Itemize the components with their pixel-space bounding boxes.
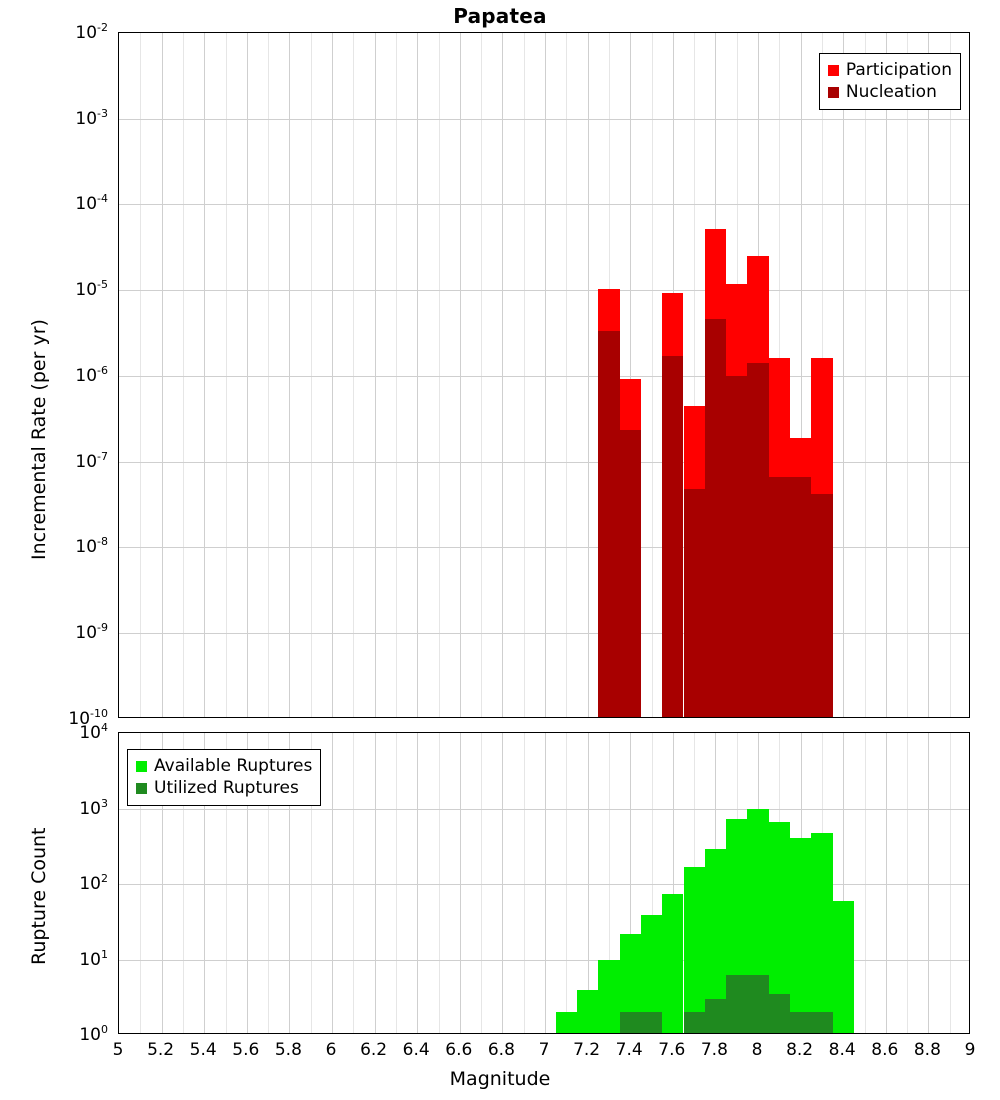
x-tick-label: 7.4	[615, 1040, 643, 1060]
bar-available	[684, 867, 705, 1033]
legend-item	[136, 777, 312, 799]
y-tick-label: $10^{-2}$	[75, 21, 108, 43]
bar-nucleation	[726, 376, 747, 717]
bar-nucleation	[769, 477, 790, 718]
legend-label: Nucleation	[845, 82, 937, 102]
x-tick-label: 5.6	[232, 1040, 260, 1060]
legend-swatch-nucleation	[828, 87, 839, 98]
bar-utilized	[641, 1012, 662, 1033]
x-tick-label: 6	[325, 1040, 337, 1060]
x-tick-label: 6.4	[402, 1040, 430, 1060]
rupture-count-plot	[118, 732, 970, 1034]
incremental-rate-plot	[118, 32, 970, 718]
legend-label: Available Ruptures	[154, 756, 313, 776]
x-tick-label: 7	[538, 1040, 550, 1060]
bar-utilized	[726, 975, 747, 1033]
bar-nucleation	[705, 319, 726, 717]
bar-available	[833, 901, 854, 1033]
bar-utilized	[705, 999, 726, 1033]
bar-nucleation	[620, 430, 641, 717]
legend-item	[828, 59, 952, 81]
x-tick-label: 5	[112, 1040, 124, 1060]
x-tick-label: 8	[751, 1040, 763, 1060]
x-tick-label: 7.8	[700, 1040, 728, 1060]
legend-swatch-participation	[828, 65, 839, 76]
x-tick-label: 6.6	[445, 1040, 473, 1060]
x-tick-label: 6.2	[360, 1040, 388, 1060]
legend-item	[136, 755, 312, 777]
bar-utilized	[811, 1012, 832, 1033]
y-axis-label-bottom: Rupture Count	[28, 827, 50, 965]
bar-available	[577, 990, 598, 1033]
bar-nucleation	[662, 356, 683, 717]
x-tick-label: 7.2	[573, 1040, 601, 1060]
legend-item	[828, 81, 952, 103]
bar-available	[811, 833, 832, 1033]
bar-utilized	[769, 994, 790, 1033]
x-tick-label: 8.6	[871, 1040, 899, 1060]
bar-nucleation	[747, 363, 768, 717]
bar-nucleation	[598, 331, 619, 717]
legend-label: Utilized Ruptures	[154, 778, 299, 798]
y-tick-label: $10^{-5}$	[75, 278, 108, 301]
x-tick-label: 8.4	[828, 1040, 856, 1060]
y-tick-label: $10^2$	[79, 872, 108, 894]
y-axis-label-top: Incremental Rate (per yr)	[28, 319, 50, 560]
x-tick-label: 5.2	[147, 1040, 175, 1060]
bar-utilized	[620, 1012, 641, 1033]
y-tick-label: $10^{-6}$	[75, 364, 108, 386]
bar-available	[556, 1012, 577, 1033]
y-tick-label: $10^0$	[79, 1023, 108, 1045]
bar-available	[662, 894, 683, 1033]
x-tick-label: 6.8	[487, 1040, 515, 1060]
x-tick-label: 8.8	[913, 1040, 941, 1060]
x-tick-label: 5.8	[274, 1040, 302, 1060]
x-axis-label: Magnitude	[449, 1068, 551, 1090]
y-tick-label: $10^{-8}$	[75, 535, 108, 558]
legend-bottom	[127, 749, 321, 806]
y-tick-label: $10^{-7}$	[75, 449, 108, 472]
y-tick-label: $10^4$	[79, 721, 108, 743]
x-tick-label: 9	[964, 1040, 976, 1060]
bar-available	[598, 960, 619, 1034]
y-tick-label: $10^1$	[79, 947, 108, 970]
bar-nucleation	[684, 489, 705, 717]
y-tick-label: $10^3$	[79, 796, 108, 819]
bar-nucleation	[790, 477, 811, 718]
legend-swatch-utilized	[136, 783, 147, 794]
legend-label: Participation	[845, 60, 952, 80]
bar-nucleation	[811, 494, 832, 717]
x-tick-label: 8.2	[786, 1040, 814, 1060]
x-tick-label: 7.6	[658, 1040, 686, 1060]
bar-utilized	[790, 1012, 811, 1033]
page-title: Papatea	[453, 4, 547, 28]
bar-utilized	[684, 1012, 705, 1033]
y-tick-label: $10^{-10}$	[68, 706, 108, 729]
bar-utilized	[747, 975, 768, 1033]
legend-top	[819, 53, 961, 110]
bar-available	[790, 838, 811, 1033]
legend-swatch-available	[136, 761, 147, 772]
y-tick-label: $10^{-3}$	[75, 106, 108, 129]
y-tick-label: $10^{-4}$	[75, 192, 108, 215]
x-tick-label: 5.4	[189, 1040, 217, 1060]
y-tick-label: $10^{-9}$	[75, 621, 108, 643]
